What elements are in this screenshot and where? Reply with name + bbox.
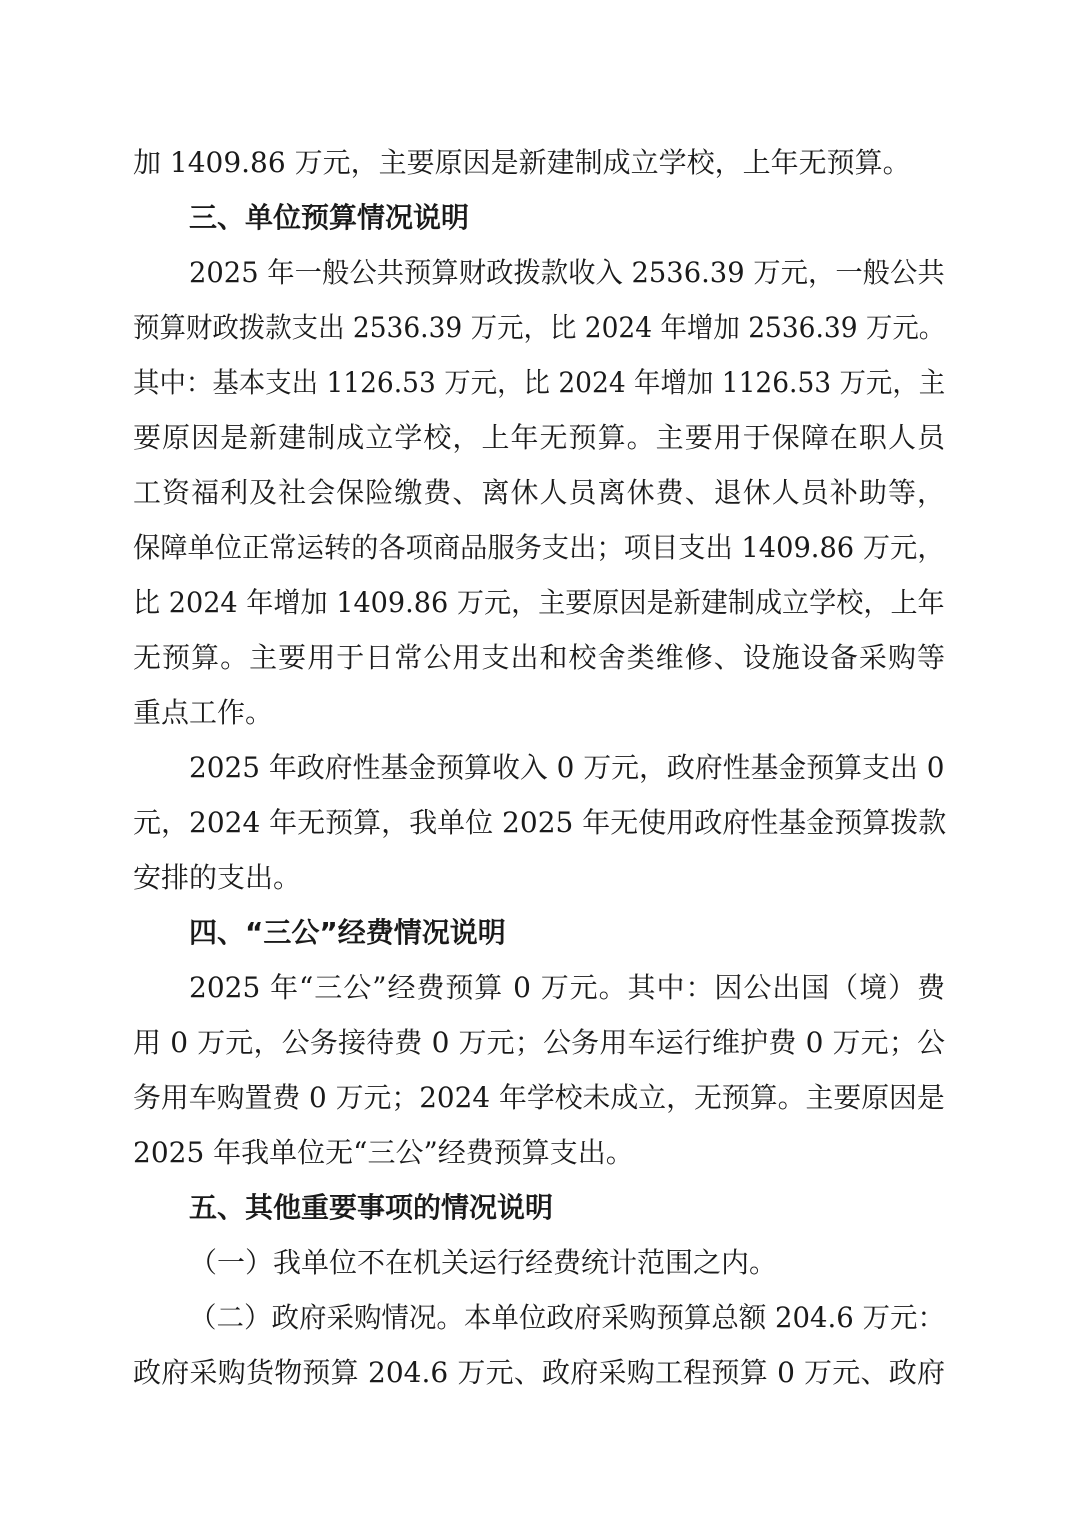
body-text-line: 无预算。主要用于日常公用支出和校舍类维修、设施设备采购等 bbox=[133, 641, 945, 674]
body-text-line: 2025 年政府性基金预算收入 0 万元，政府性基金预算支出 0 bbox=[189, 751, 945, 784]
section-heading: 五、其他重要事项的情况说明 bbox=[189, 1191, 554, 1224]
body-text-line: 2025 年一般公共预算财政拨款收入 2536.39 万元，一般公共 bbox=[189, 256, 945, 289]
body-text-line: 2025 年“三公”经费预算 0 万元。其中：因公出国（境）费 bbox=[189, 971, 945, 1004]
body-text-line: （二）政府采购情况。本单位政府采购预算总额 204.6 万元： bbox=[189, 1301, 945, 1334]
body-text-line: 安排的支出。 bbox=[133, 861, 302, 894]
body-text-line: 务用车购置费 0 万元；2024 年学校未成立，无预算。主要原因是 bbox=[133, 1081, 945, 1114]
body-text-line: 重点工作。 bbox=[133, 696, 274, 729]
section-heading: 四、“三公”经费情况说明 bbox=[189, 916, 506, 949]
body-text-line: 预算财政拨款支出 2536.39 万元，比 2024 年增加 2536.39 万元。 bbox=[133, 311, 946, 344]
body-text-line: 要原因是新建制成立学校，上年无预算。主要用于保障在职人员 bbox=[133, 421, 945, 454]
body-text-line: 比 2024 年增加 1409.86 万元，主要原因是新建制成立学校，上年 bbox=[133, 586, 945, 619]
body-text-line: 工资福利及社会保险缴费、离休人员离休费、退休人员补助等， bbox=[133, 476, 945, 509]
body-text-line: 元，2024 年无预算，我单位 2025 年无使用政府性基金预算拨款 bbox=[133, 806, 947, 839]
body-text-line: （一）我单位不在机关运行经费统计范围之内。 bbox=[189, 1246, 778, 1279]
section-heading: 三、单位预算情况说明 bbox=[189, 201, 470, 234]
body-text-line: 加 1409.86 万元，主要原因是新建制成立学校，上年无预算。 bbox=[133, 146, 911, 179]
body-text-line: 保障单位正常运转的各项商品服务支出；项目支出 1409.86 万元， bbox=[133, 531, 945, 564]
body-text-line: 政府采购货物预算 204.6 万元、政府采购工程预算 0 万元、政府 bbox=[133, 1356, 945, 1389]
body-text-line: 用 0 万元，公务接待费 0 万元；公务用车运行维护费 0 万元；公 bbox=[133, 1026, 945, 1059]
body-text-line: 2025 年我单位无“三公”经费预算支出。 bbox=[133, 1136, 634, 1169]
body-text-line: 其中：基本支出 1126.53 万元，比 2024 年增加 1126.53 万元，主 bbox=[133, 366, 946, 399]
